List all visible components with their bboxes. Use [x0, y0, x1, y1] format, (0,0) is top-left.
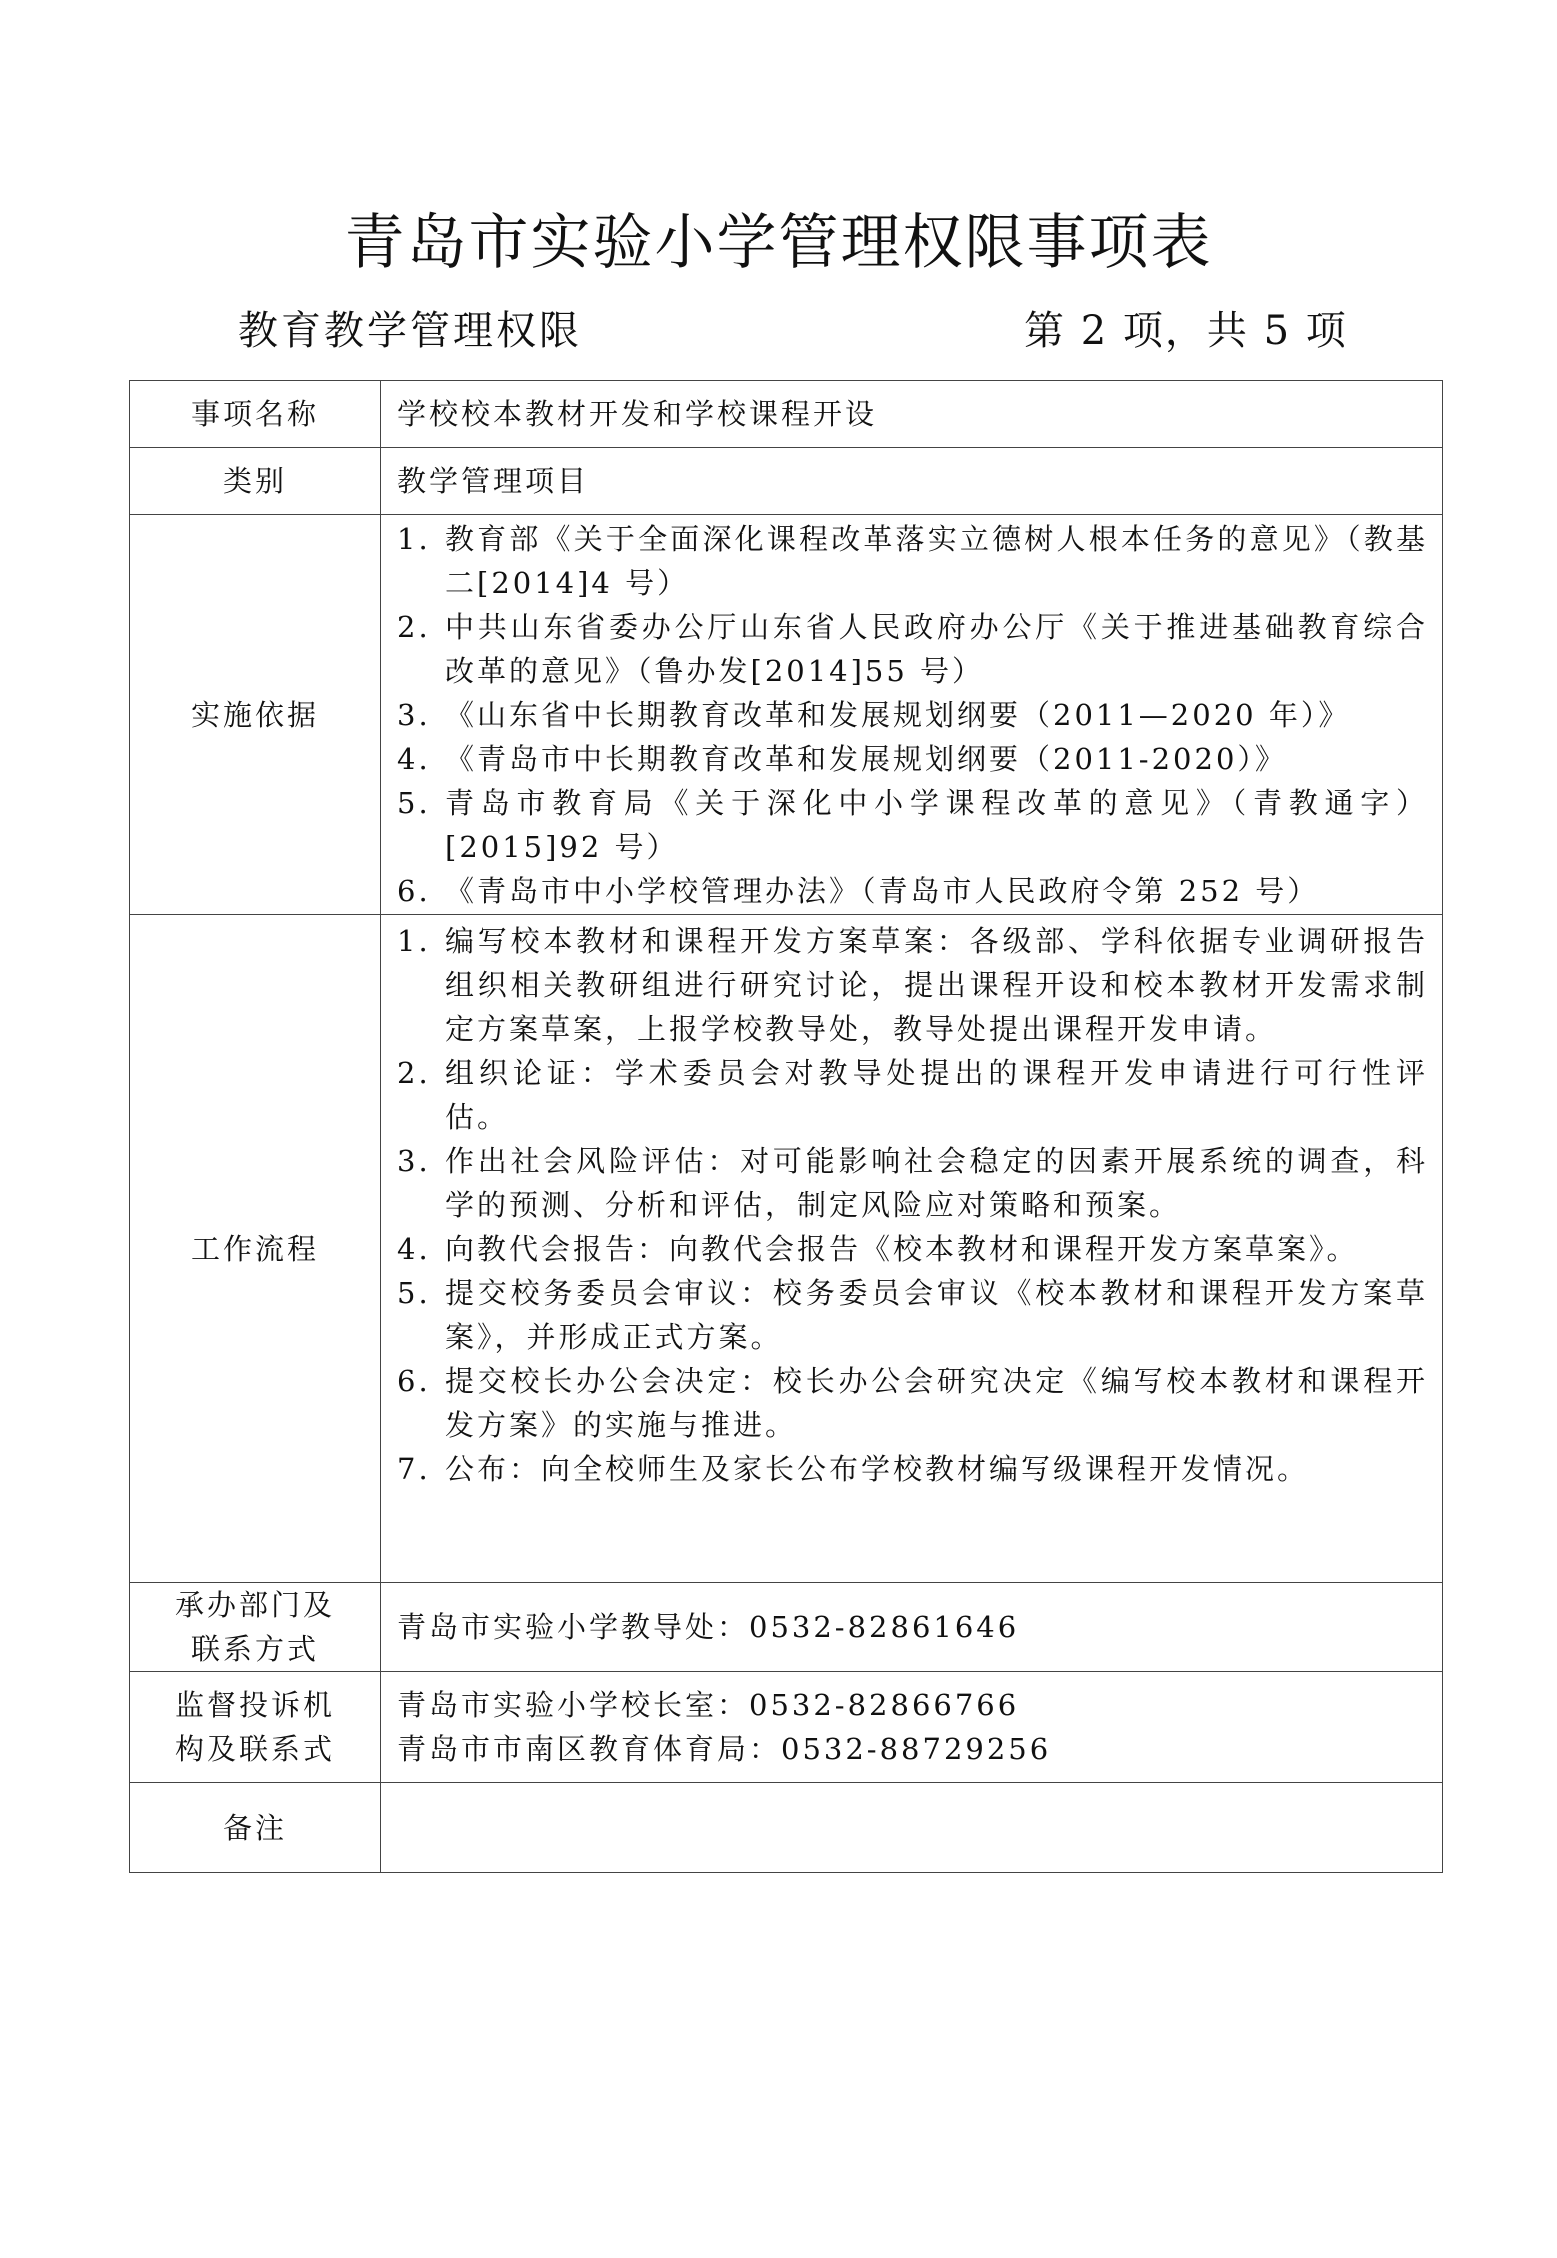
row-type [130, 448, 1443, 515]
basis-item [397, 693, 1428, 737]
item-number: 1. [397, 521, 431, 556]
step-text: 作出社会风险评估：对可能影响社会稳定的因素开展系统的调查，科学的预测、分析和评估，制定风险应对策略和预案。 [445, 1144, 1428, 1222]
row-item-name [130, 381, 1443, 448]
remarks-value [381, 1783, 1443, 1873]
basis-item [397, 517, 1428, 605]
item-text: 教育部《关于全面深化课程改革落实立德树人根本任务的意见》（教基二[2014]4 号） [445, 521, 1428, 600]
workflow-list [397, 919, 1428, 1491]
workflow-step [397, 1227, 1428, 1271]
workflow-content [381, 915, 1443, 1583]
basis-item [397, 781, 1428, 869]
basis-item [397, 605, 1428, 693]
type-label: 类别 [130, 448, 381, 515]
supervision-contact-line: 青岛市实验小学校长室：0532-82866766 [397, 1688, 1020, 1722]
row-supervision [130, 1672, 1443, 1783]
row-workflow [130, 915, 1443, 1583]
department-label-line: 承办部门及 [174, 1588, 335, 1622]
item-index: 第 2 项，共 5 项 [1024, 308, 1348, 354]
item-number: 2. [397, 609, 431, 644]
supervision-label-line: 监督投诉机 [174, 1688, 335, 1722]
workflow-step [397, 1139, 1428, 1227]
step-number: 7. [397, 1452, 431, 1486]
authority-category: 教育教学管理权限 [238, 308, 582, 354]
item-number: 5. [397, 785, 431, 820]
step-text: 提交校务委员会审议：校务委员会审议《校本教材和课程开发方案草案》，并形成正式方案。 [445, 1276, 1428, 1354]
workflow-step [397, 919, 1428, 1051]
step-number: 2. [397, 1056, 431, 1090]
step-text: 编写校本教材和课程开发方案草案：各级部、学科依据专业调研报告组织相关教研组进行研究讨论，提出课程开设和校本教材开发需求制定方案草案，上报学校教导处，教导处提出课程开发申请。 [445, 924, 1428, 1046]
step-number: 4. [397, 1232, 431, 1266]
step-number: 5. [397, 1276, 431, 1310]
item-text: 《青岛市中长期教育改革和发展规划纲要（2011-2020）》 [445, 741, 1287, 776]
page-title: 青岛市实验小学管理权限事项表 [344, 208, 1213, 278]
basis-label: 实施依据 [130, 515, 381, 915]
authority-table [129, 380, 1443, 1873]
supervision-contacts [381, 1672, 1443, 1783]
step-number: 1. [397, 924, 431, 958]
basis-item [397, 737, 1428, 781]
item-name-value: 学校校本教材开发和学校课程开设 [381, 381, 1443, 448]
department-contact: 青岛市实验小学教导处：0532-82861646 [381, 1583, 1443, 1672]
step-text: 向教代会报告：向教代会报告《校本教材和课程开发方案草案》。 [445, 1232, 1359, 1266]
row-basis [130, 515, 1443, 915]
workflow-label: 工作流程 [130, 915, 381, 1583]
department-label [130, 1583, 381, 1672]
step-number: 6. [397, 1364, 431, 1398]
basis-item [397, 869, 1428, 913]
supervision-contact-line: 青岛市市南区教育体育局：0532-88729256 [397, 1732, 1052, 1766]
basis-list [397, 517, 1428, 913]
item-number: 6. [397, 873, 431, 908]
item-text: 中共山东省委办公厅山东省人民政府办公厅《关于推进基础教育综合改革的意见》（鲁办发[2014]55 号） [445, 609, 1428, 688]
step-number: 3. [397, 1144, 431, 1178]
supervision-label-line: 构及联系式 [174, 1732, 335, 1766]
basis-content [381, 515, 1443, 915]
item-name-label: 事项名称 [130, 381, 381, 448]
workflow-step [397, 1051, 1428, 1139]
department-label-line: 联系方式 [190, 1632, 319, 1666]
step-text: 提交校长办公会决定：校长办公会研究决定《编写校本教材和课程开发方案》的实施与推进。 [445, 1364, 1428, 1442]
item-text: 《青岛市中小学校管理办法》（青岛市人民政府令第 252 号） [445, 873, 1320, 908]
item-text: 《山东省中长期教育改革和发展规划纲要（2011—2020 年）》 [445, 697, 1351, 732]
remarks-label: 备注 [130, 1783, 381, 1873]
type-value: 教学管理项目 [381, 448, 1443, 515]
workflow-step [397, 1447, 1428, 1491]
row-department [130, 1583, 1443, 1672]
workflow-step [397, 1359, 1428, 1447]
item-number: 4. [397, 741, 431, 776]
row-remarks [130, 1783, 1443, 1873]
step-text: 组织论证：学术委员会对教导处提出的课程开发申请进行可行性评估。 [445, 1056, 1428, 1134]
workflow-step [397, 1271, 1428, 1359]
step-text: 公布：向全校师生及家长公布学校教材编写级课程开发情况。 [445, 1452, 1310, 1486]
item-text: 青岛市教育局《关于深化中小学课程改革的意见》（青教通字）[2015]92 号） [445, 785, 1428, 864]
item-number: 3. [397, 697, 431, 732]
supervision-label [130, 1672, 381, 1783]
